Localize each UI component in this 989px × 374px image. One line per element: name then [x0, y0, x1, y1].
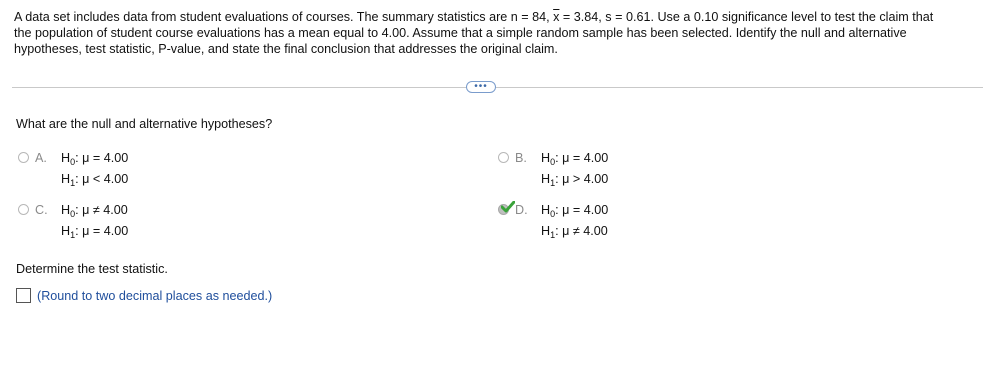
- option-letter: B.: [515, 151, 527, 165]
- problem-line3: hypotheses, test statistic, P-value, and state the final conclusion that addresses the original claim.: [14, 42, 558, 56]
- alternative-hypothesis: $H_1$: μ > 4.00: [541, 172, 609, 188]
- problem-line2: the population of student course evaluations has a mean equal to 4.00. Assume that a simple random sample has been selected. Identify the null and alternative: [14, 26, 907, 40]
- option-d[interactable]: [498, 203, 698, 243]
- option-c[interactable]: [18, 203, 218, 243]
- null-hypothesis: $H_0$: μ = 4.00: [541, 151, 609, 167]
- option-letter: D.: [515, 203, 528, 217]
- checkmark-icon: [501, 201, 515, 213]
- null-hypothesis: $H_0$: μ = 4.00: [541, 203, 609, 219]
- radio-c[interactable]: [18, 204, 29, 215]
- problem-line1b: = 3.84, s = 0.61. Use a 0.10 significance level to test the claim that: [559, 10, 934, 24]
- null-hypothesis: $H_0$: μ = 4.00: [61, 151, 129, 167]
- alternative-hypothesis: $H_1$: μ = 4.00: [61, 224, 129, 240]
- rounding-hint: (Round to two decimal places as needed.): [37, 289, 273, 303]
- radio-a[interactable]: [18, 152, 29, 163]
- alternative-hypothesis: $H_1$: μ < 4.00: [61, 172, 129, 188]
- sample-mean-symbol: $\overline{x}$: [553, 10, 560, 24]
- null-hypothesis: $H_0$: μ ≠ 4.00: [61, 203, 128, 219]
- option-a[interactable]: [18, 151, 218, 191]
- radio-b[interactable]: [498, 152, 509, 163]
- option-b[interactable]: [498, 151, 698, 191]
- option-letter: A.: [35, 151, 47, 165]
- expand-more-button[interactable]: •••: [466, 81, 496, 93]
- problem-statement: [14, 9, 969, 57]
- alternative-hypothesis: $H_1$: μ ≠ 4.00: [541, 224, 608, 240]
- test-statistic-input[interactable]: [16, 288, 31, 303]
- option-letter: C.: [35, 203, 48, 217]
- section-divider: [12, 87, 983, 88]
- problem-line1: A data set includes data from student evaluations of courses. The summary statistics are n = 84,: [14, 10, 554, 24]
- question-test-statistic: Determine the test statistic.: [16, 262, 168, 276]
- question-hypotheses: What are the null and alternative hypotheses?: [16, 117, 273, 131]
